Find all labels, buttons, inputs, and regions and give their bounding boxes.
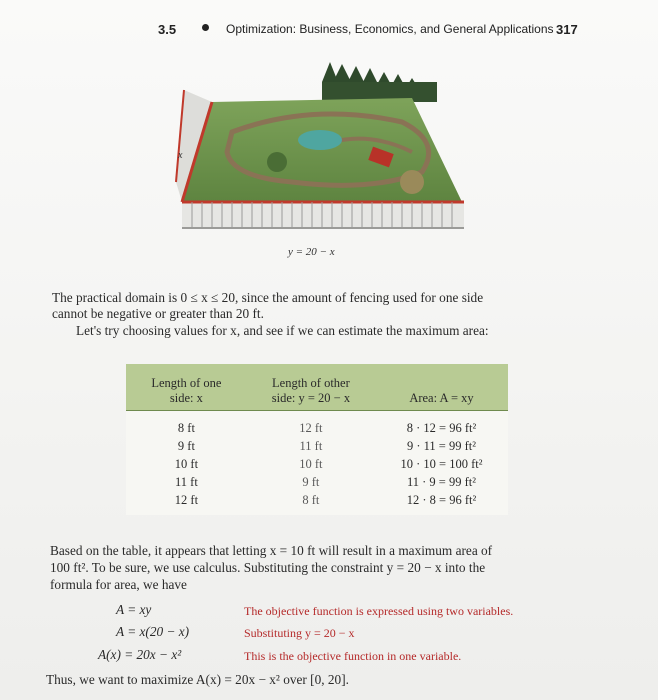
table-cell: 11 ft: [299, 439, 323, 453]
table-cell: 8 · 12 = 96 ft²: [406, 421, 477, 435]
header-y: Length of other side: y = 20 − x: [247, 364, 375, 411]
values-table: [126, 364, 508, 515]
intro-line-2: cannot be negative or greater than 20 ft.: [52, 306, 264, 321]
table-body-row: [126, 411, 508, 516]
figure-caption: y = 20 − x: [288, 246, 335, 258]
chapter-title: Optimization: Business, Economics, and General Applications: [226, 22, 554, 36]
tree-line: [322, 62, 437, 102]
page-number: 317: [556, 22, 578, 37]
intro-line-1: The practical domain is 0 ≤ x ≤ 20, since the amount of fencing used for one side: [52, 290, 484, 305]
garden-railroad-photo: [172, 62, 472, 244]
equation-1: A = xy: [116, 602, 152, 617]
table-cell: 10 ft: [299, 457, 323, 471]
header-area: Area: A = xy: [375, 364, 508, 411]
column-y: [247, 411, 375, 516]
table-cell: 9 ft: [302, 475, 320, 489]
table-cell: 10 · 10 = 100 ft²: [400, 457, 483, 471]
body-line-2: 100 ft². To be sure, we use calculus. Substituting the constraint y = 20 − x into the: [50, 560, 486, 575]
running-header: [0, 22, 658, 42]
section-number: 3.5: [158, 22, 177, 37]
side-label-x: x: [178, 150, 183, 161]
table-cell: 11 · 9 = 99 ft²: [406, 475, 476, 489]
table-cell: 12 ft: [174, 493, 199, 507]
equation-1-note: The objective function is expressed using two variables.: [244, 604, 514, 618]
equation-2-note: Substituting y = 20 − x: [244, 626, 355, 640]
table-header-row: [126, 364, 508, 411]
equation-2: A = x(20 − x): [116, 624, 190, 639]
body-line-1: Based on the table, it appears that letting x = 10 ft will result in a maximum area of: [50, 543, 493, 558]
column-area: [375, 411, 508, 516]
equation-3-note: This is the objective function in one variable.: [244, 649, 462, 663]
table-cell: 12 · 8 = 96 ft²: [406, 493, 477, 507]
conclusion-line: Thus, we want to maximize A(x) = 20x − x² over [0, 20].: [46, 672, 349, 687]
bullet-icon: [202, 24, 209, 31]
table-cell: 11 ft: [175, 475, 198, 489]
pond: [298, 130, 342, 150]
intro-line-3: Let's try choosing values for x, and see if we can estimate the maximum area:: [76, 323, 489, 338]
equation-3: A(x) = 20x − x²: [98, 647, 182, 662]
column-x: [126, 411, 247, 516]
table-cell: 8 ft: [302, 493, 320, 507]
table-cell: 9 ft: [177, 439, 195, 453]
body-line-3: formula for area, we have: [50, 577, 187, 592]
table-cell: 12 ft: [299, 421, 323, 435]
table-cell: 9 · 11 = 99 ft²: [406, 439, 476, 453]
table-cell: 8 ft: [177, 421, 195, 435]
header-x: Length of one side: x: [126, 364, 247, 411]
table-cell: 10 ft: [174, 457, 199, 471]
